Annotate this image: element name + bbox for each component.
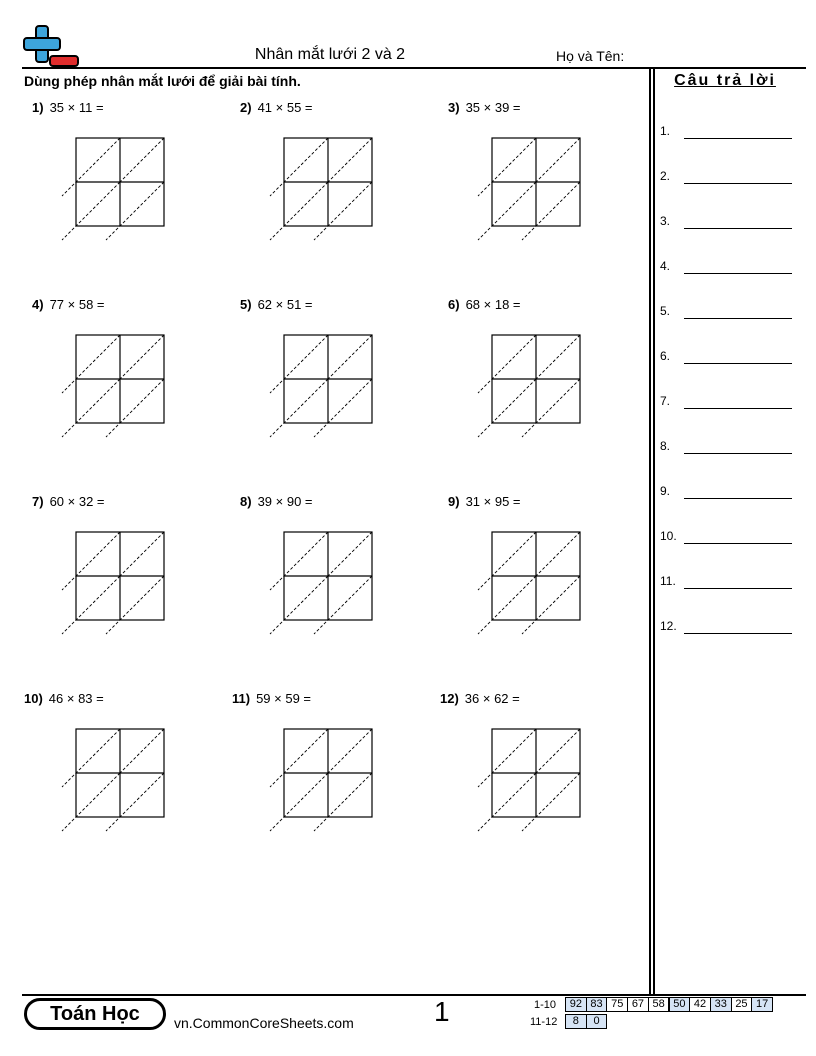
answer-number: 7. [660,394,671,408]
problem-expression: 39 × 90 = [257,494,313,509]
answer-number: 8. [660,439,671,453]
problem [448,494,521,509]
footer-divider [22,994,806,996]
lattice-grid [58,137,178,247]
problem [240,297,313,312]
problem [32,494,105,509]
problem-expression: 36 × 62 = [464,691,520,706]
problem [232,691,311,706]
answer-number: 10. [660,529,677,543]
answer-number: 2. [660,169,671,183]
answer-line[interactable] [684,453,792,454]
lattice-grid [58,334,178,444]
answer-line[interactable] [684,363,792,364]
problem-expression: 60 × 32 = [49,494,105,509]
problem-number: 6) [448,297,460,312]
logo [22,24,82,68]
answer-number: 11. [660,574,676,588]
problem-number: 1) [32,100,44,115]
score-key-cell: 0 [586,1014,608,1029]
answer-number: 1. [660,124,671,138]
problem-expression: 35 × 39 = [465,100,521,115]
column-divider [653,67,655,995]
instructions: Dùng phép nhân mắt lưới để giải bài tính. [24,73,301,89]
answer-line[interactable] [684,183,792,184]
name-label: Họ và Tên: [556,48,625,64]
answer-number: 3. [660,214,671,228]
score-key-cell: 67 [627,997,649,1012]
problem [32,100,104,115]
answer-line[interactable] [684,543,792,544]
answer-line[interactable] [684,318,792,319]
answer-title: Câu trả lời [674,72,776,89]
problem-expression: 46 × 83 = [48,691,104,706]
problem-number: 10) [24,691,43,706]
problem-expression: 35 × 11 = [49,100,104,115]
lattice-grid [474,334,594,444]
problem-number: 12) [440,691,459,706]
problem [240,100,313,115]
problem-expression: 62 × 51 = [257,297,313,312]
page-title: Nhân mắt lưới 2 và 2 [254,46,406,63]
lattice-grid [266,531,386,641]
brand-badge: Toán Học [24,998,166,1030]
score-key-cell: 33 [710,997,732,1012]
score-key-cell: 83 [586,997,608,1012]
page-number: 1 [434,996,450,1027]
column-divider [649,67,651,995]
problem [440,691,520,706]
problem [24,691,104,706]
problem-number: 8) [240,494,252,509]
score-key-cell: 75 [606,997,628,1012]
score-key-cell: 8 [565,1014,587,1029]
problem [32,297,105,312]
answer-line[interactable] [684,498,792,499]
problem [240,494,313,509]
lattice-grid [58,531,178,641]
site-url[interactable]: vn.CommonCoreSheets.com [174,1015,354,1031]
answer-number: 6. [660,349,671,363]
score-key-cell: 25 [731,997,753,1012]
problem-number: 9) [448,494,460,509]
problem-expression: 31 × 95 = [465,494,521,509]
score-key-label: 1-10 [534,999,557,1011]
answer-line[interactable] [684,228,792,229]
answer-line[interactable] [684,273,792,274]
lattice-grid [474,137,594,247]
problem-expression: 59 × 59 = [256,691,312,706]
problem [448,297,521,312]
score-key-cell: 50 [669,997,691,1012]
lattice-grid [474,531,594,641]
problem-number: 7) [32,494,44,509]
lattice-grid [266,137,386,247]
header-divider [22,67,806,69]
lattice-grid [474,728,594,838]
answer-number: 9. [660,484,671,498]
answer-line[interactable] [684,408,792,409]
score-key-cell: 58 [648,997,670,1012]
answer-number: 5. [660,304,671,318]
answer-number: 12. [660,619,677,633]
problem-expression: 41 × 55 = [257,100,313,115]
lattice-grid [58,728,178,838]
problem [448,100,521,115]
problem-number: 5) [240,297,252,312]
score-key-cell: 42 [689,997,711,1012]
problem-number: 2) [240,100,252,115]
answer-line[interactable] [684,588,792,589]
problem-expression: 77 × 58 = [49,297,105,312]
problem-number: 3) [448,100,460,115]
lattice-grid [266,728,386,838]
score-key-label: 11-12 [530,1016,558,1028]
problem-number: 4) [32,297,44,312]
score-key-cell: 17 [751,997,773,1012]
answer-line[interactable] [684,633,792,634]
answer-number: 4. [660,259,671,273]
problem-number: 11) [232,691,251,706]
problem-expression: 68 × 18 = [465,297,521,312]
score-key-cell: 92 [565,997,587,1012]
answer-line[interactable] [684,138,792,139]
lattice-grid [266,334,386,444]
